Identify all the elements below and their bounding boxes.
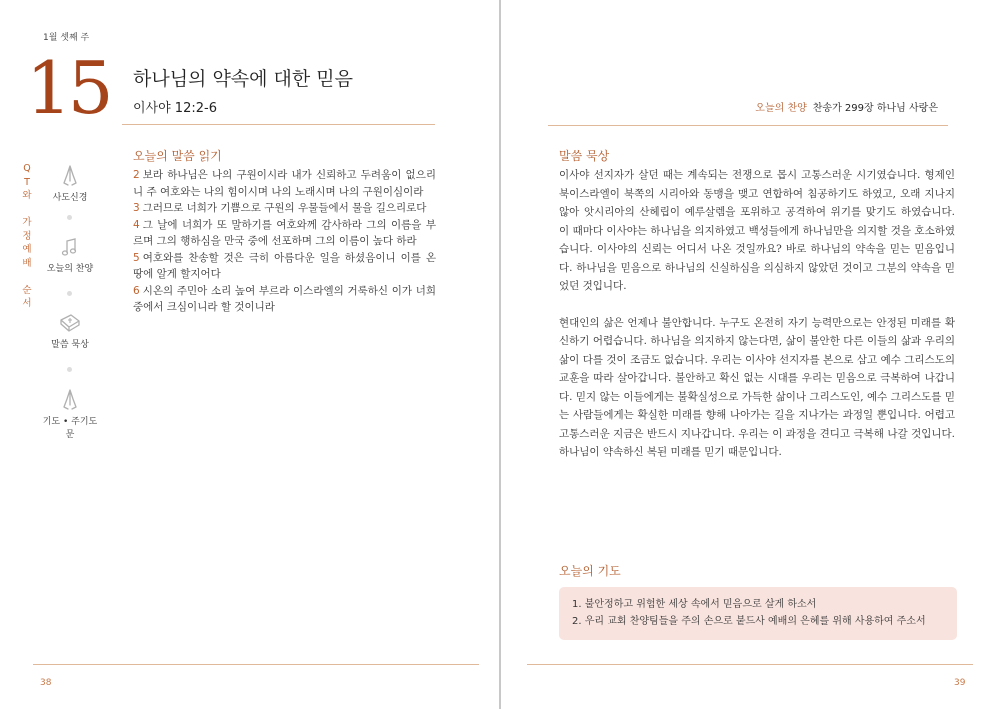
vertical-label-char: Q xyxy=(23,163,31,174)
meditation-paragraph: 이사야 선지자가 살던 때는 계속되는 전쟁으로 몹시 고통스러운 시기였습니다. 형제인 북이스라엘이 북쪽의 시리아와 동맹을 맺고 연합하여 침공하기도 하였고, 오래 지나지 않아 앗시리아의 산헤립이 예루살렘을 포위하고 공격하여 위기를 맞기도 하였습니다. 이 때마다 이사야는 하나님을 의지하였고 백성들에게 하나님만을 의지할 것을 호소하였습니다. 이사야의 신뢰는 어디서 나온 것일까요? 바로 하나님의 약속을 믿는 믿음입니다. 하나님을 믿음으로 하나님의 신실하심을 의심하지 않았던 것이고 그분의 약속을 믿었던 것입니다. xyxy=(559,169,955,292)
hymn-label: 오늘의 찬양 xyxy=(755,103,807,114)
scripture-verse xyxy=(133,167,436,200)
vertical-label-char xyxy=(20,203,34,217)
nav-dot xyxy=(67,291,72,296)
page-number-left: 38 xyxy=(40,678,52,688)
verse-number: 4 xyxy=(133,218,140,231)
prayer-box xyxy=(559,587,957,640)
scripture-verse xyxy=(133,283,436,316)
bible-icon xyxy=(57,312,83,334)
nav-label: 말씀 묵상 xyxy=(51,340,89,350)
prayer-item: 1. 불안정하고 위험한 세상 속에서 믿음으로 살게 하소서 xyxy=(572,599,817,610)
meditation-body xyxy=(559,166,955,480)
verse-number: 3 xyxy=(133,202,140,214)
vertical-label-char xyxy=(20,270,34,284)
scripture-verse xyxy=(133,217,436,250)
verse-number: 6 xyxy=(133,284,140,297)
todays-hymn xyxy=(755,99,938,114)
prayer-item: 2. 우리 교회 찬양팀들을 주의 손으로 붙드사 예배의 은혜를 위해 사용하여 주소서 xyxy=(572,616,926,627)
hymn-title: 찬송가 299장 하나님 사랑은 xyxy=(812,103,938,114)
music-note-icon xyxy=(59,236,81,258)
verse-number: 5 xyxy=(133,251,140,264)
vertical-label-char: 와 xyxy=(22,190,32,201)
verse-number: 2 xyxy=(133,169,140,181)
page-title: 하나님의 약속에 대한 믿음 xyxy=(133,68,354,90)
vertical-label-char: 서 xyxy=(22,298,32,309)
verse-reference: 이사야 12:2-6 xyxy=(133,101,217,116)
footer-rule-right xyxy=(527,664,973,665)
day-number: 15 xyxy=(26,46,110,130)
nav-prayer xyxy=(40,387,100,440)
prayer-section-title: 오늘의 기도 xyxy=(559,564,621,578)
vertical-label-char: 순 xyxy=(22,284,32,296)
verse-text: 그 날에 너희가 또 말하기를 여호와께 감사하라 그의 이름을 부르며 그의 행하심을 만국 중에 선포하며 그의 이름이 높다 하라 xyxy=(133,218,436,247)
praying-hands-icon xyxy=(59,163,81,187)
footer-rule-left xyxy=(33,664,479,665)
reading-section-title: 오늘의 말씀 읽기 xyxy=(133,149,222,163)
nav-label: 기도 • 주기도문 xyxy=(42,417,98,440)
verse-text: 그러므로 너희가 기쁨으로 구원의 우물들에서 물을 길으리로다 xyxy=(142,202,427,214)
vertical-label-char: 정 xyxy=(22,230,32,242)
nav-label: 사도신경 xyxy=(52,193,88,203)
vertical-label-char: 배 xyxy=(22,257,32,269)
vertical-label-char: 예 xyxy=(22,244,32,255)
qt-order-vertical-label xyxy=(20,162,34,311)
verse-text: 여호와를 찬송할 것은 극히 아름다운 일을 하셨음이니 이를 온 땅에 알게 할지어다 xyxy=(133,251,436,280)
title-divider xyxy=(122,124,435,125)
meditation-section-title: 말씀 묵상 xyxy=(559,149,610,163)
verse-text: 시온의 주민아 소리 높여 부르라 이스라엘의 거룩하신 이가 너희 중에서 크심이니라 할 것이니라 xyxy=(133,284,436,313)
header-rule-right xyxy=(548,125,948,126)
nav-apostles-creed xyxy=(40,163,100,203)
scripture-verse xyxy=(133,250,436,283)
nav-todays-hymn xyxy=(40,236,100,274)
page-number-right: 39 xyxy=(954,678,966,688)
book-spine xyxy=(499,0,501,709)
scripture-passage xyxy=(133,167,436,316)
praying-hands-icon xyxy=(59,387,81,411)
meditation-paragraph: 현대인의 삶은 언제나 불안합니다. 누구도 온전히 자기 능력만으로는 안정된 미래를 확신하기 어렵습니다. 하나님을 의지하지 않는다면, 삶이 불안한 다른 이들의 삶과 우리의 삶이 다를 것이 조금도 없습니다. 우리는 이사야 선지자를 본으로 삼고 예수 그리스도의 교훈을 따라 살아갑니다. 불안하고 확신 없는 시대를 우리는 믿음으로 극복하여 나갑니다. 믿지 않는 이들에게는 불확실성으로 가득한 삶이나 그리스도인, 예수 그리스도를 믿는 사람들에게는 확실한 미래를 향해 나아가는 길을 지나가는 과정일 뿐입니다. 어렵고 고통스러운 지금은 반드시 지나갑니다. 우리는 이 과정을 견디고 극복해 나갈 것입니다. 하나님이 약속하신 복된 미래를 믿기 때문입니다. xyxy=(559,316,955,458)
vertical-label-char: T xyxy=(24,176,30,188)
nav-word-meditation xyxy=(40,312,100,350)
week-label: 1월 셋째 주 xyxy=(43,33,90,43)
vertical-label-char: 가 xyxy=(22,217,32,228)
scripture-verse xyxy=(133,200,436,217)
nav-dot xyxy=(67,215,72,220)
nav-dot xyxy=(67,367,72,372)
verse-text: 보라 하나님은 나의 구원이시라 내가 신뢰하고 두려움이 없으리니 주 여호와는 나의 힘이시며 나의 노래시며 나의 구원이심이라 xyxy=(133,169,436,198)
nav-label: 오늘의 찬양 xyxy=(46,264,94,274)
